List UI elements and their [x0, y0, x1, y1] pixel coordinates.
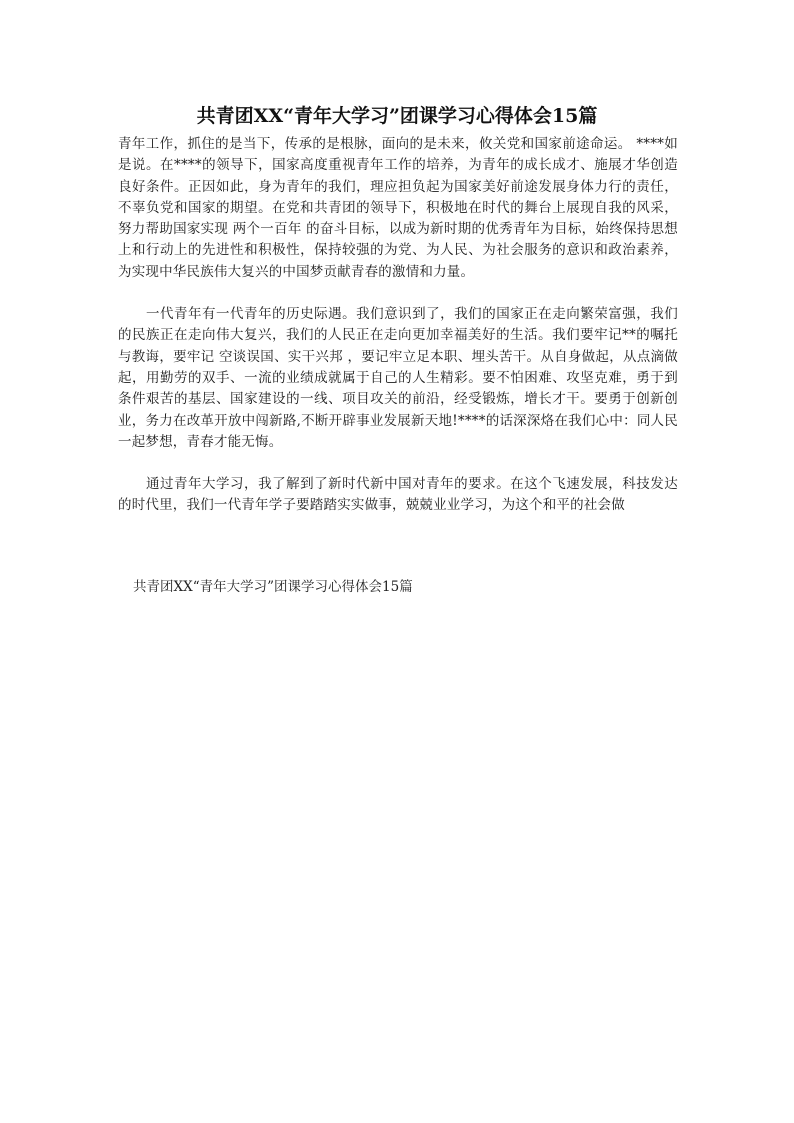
paragraph-3: 通过青年大学习，我了解到了新时代新中国对青年的要求。在这个飞速发展，科技发达的时代里，我们一代青年学子要踏踏实实做事，兢兢业业学习，为这个和平的社会做 [118, 476, 678, 514]
paragraph-1: 青年工作，抓住的是当下，传承的是根脉，面向的是未来，攸关党和国家前途命运。 ****如是说。在****的领导下，国家高度重视青年工作的培养，为青年的成长成才、施展才华创造良好条件。正因如此，身为青年的我们，理应担负起为国家美好前途发展身体力行的责任，不辜负党和国家的期望。在党和共青团的领导下，积极地在时代的舞台上展现自我的风采，努力帮助国家实现 两个一百年 的奋斗目标，以成为新时期的优秀青年为目标，始终保持思想上和行动上的先进性和积极性，保持较强的为党、为人民、为社会服务的意识和政治素养，为实现中华民族伟大复兴的中国梦贡献青春的激情和力量。 [118, 136, 678, 280]
document-title: 共青团XX“青年大学习”团课学习心得体会15篇 [196, 105, 598, 127]
paragraph-spacer [118, 453, 678, 474]
document-body [118, 134, 678, 517]
paragraph-spacer [118, 283, 678, 304]
repeated-title: 共青团XX“青年大学习”团课学习心得体会15篇 [133, 579, 413, 595]
paragraph-2: 一代青年有一代青年的历史际遇。我们意识到了，我们的国家正在走向繁荣富强，我们的民族正在走向伟大复兴，我们的人民正在走向更加幸福美好的生活。我们要牢记**的嘱托与教诲，要牢记 空谈误国、实干兴邦 ，要记牢立足本职、埋头苦干。从自身做起，从点滴做起，用勤劳的双手、一流的业绩成就属于自己的人生精彩。要不怕困难、攻坚克难，勇于到条件艰苦的基层、国家建设的一线、项目攻关的前沿，经受锻炼，增长才干。要勇于创新创业，务力在改革开放中闯新路,不断开辟事业发展新天地!****的话深深烙在我们心中：同人民一起梦想，青春才能无悔。 [118, 306, 678, 450]
